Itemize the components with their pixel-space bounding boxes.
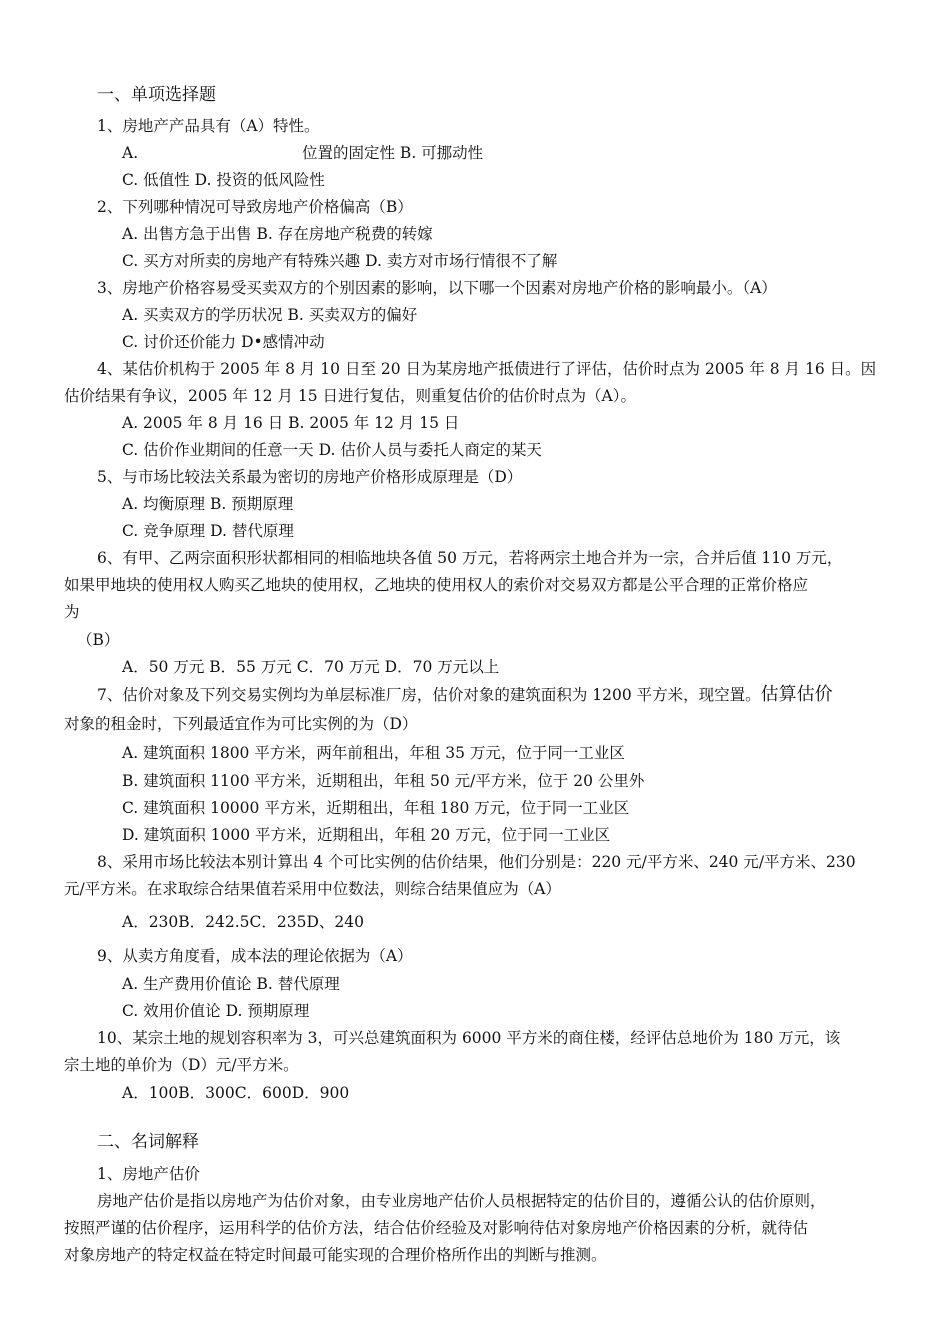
question-1-option-a-label: A. bbox=[122, 144, 139, 162]
question-9-options-line1: A. 生产费用价值论 B. 替代原理 bbox=[122, 975, 340, 993]
question-7-option-c: C. 建筑面积 10000 平方米，近期租出，年租 180 万元，位于同一工业区 bbox=[122, 799, 630, 817]
question-10-stem-line1: 10、某宗土地的规划容积率为 3，可兴总建筑面积为 6000 平方米的商住楼，经评估总地价为 180 万元，该 bbox=[97, 1029, 841, 1047]
term-1-paragraph-line1: 房地产估价是指以房地产为估价对象，由专业房地产估价人员根据特定的估价目的，遵循公认的估价原则， bbox=[97, 1192, 826, 1210]
question-4-options-line1: A. 2005 年 8 月 16 日 B. 2005 年 12 月 15 日 bbox=[122, 414, 460, 432]
question-6-answer: （B） bbox=[77, 631, 120, 649]
question-3-options-line1: A. 买卖双方的学历状况 B. 买卖双方的偏好 bbox=[122, 306, 418, 324]
question-6-stem-line1: 6、有甲、乙两宗面积形状都相同的相临地块各值 50 万元，若将两宗土地合并为一宗，合并后值 110 万元， bbox=[97, 549, 843, 567]
section-title-term-definitions: 二、名词解释 bbox=[97, 1132, 199, 1152]
question-7-stem-line1 bbox=[97, 685, 833, 705]
question-4-options-line2: C. 估价作业期间的任意一天 D. 估价人员与委托人商定的某天 bbox=[122, 441, 542, 459]
section-title-multiple-choice: 一、单项选择题 bbox=[97, 85, 216, 105]
question-3-stem: 3、房地产价格容易受买卖双方的个别因素的影响，以下哪一个因素对房地产价格的影响最小。（A） bbox=[97, 279, 777, 297]
question-7-option-d: D. 建筑面积 1000 平方米，近期租出，年租 20 万元，位于同一工业区 bbox=[122, 826, 611, 844]
question-6-stem-line3: 为 bbox=[64, 603, 80, 621]
question-2-options-line1: A. 出售方急于出售 B. 存在房地产税费的转嫁 bbox=[122, 225, 433, 243]
question-9-stem: 9、从卖方角度看，成本法的理论依据为（A） bbox=[97, 947, 413, 965]
question-2-stem: 2、下列哪种情况可导致房地产价格偏高（B） bbox=[97, 198, 413, 216]
question-8-options: A．230B．242.5C．235D、240 bbox=[122, 913, 364, 931]
question-1-options-line1: 位置的固定性 B. 可挪动性 bbox=[302, 144, 484, 162]
question-6-stem-line2: 如果甲地块的使用权人购买乙地块的使用权，乙地块的使用权人的索价对交易双方都是公平合理的正常价格应 bbox=[64, 576, 809, 594]
question-1-options-line2: C. 低值性 D. 投资的低风险性 bbox=[122, 171, 325, 189]
question-4-stem-line1: 4、某估价机构于 2005 年 8 月 10 日至 20 日为某房地产抵债进行了评估，估价时点为 2005 年 8 月 16 日。因 bbox=[97, 360, 877, 378]
term-1-heading: 1、房地产估价 bbox=[97, 1165, 200, 1183]
term-1-paragraph-line2: 按照严谨的估价程序，运用科学的估价方法，结合估价经验及对影响待估对象房地产价格因素的分析，就待估 bbox=[64, 1219, 809, 1237]
question-5-options-line2: C. 竞争原理 D. 替代原理 bbox=[122, 522, 294, 540]
question-9-options-line2: C. 效用价值论 D. 预期原理 bbox=[122, 1002, 310, 1020]
question-10-options: A．100B．300C．600D．900 bbox=[122, 1084, 350, 1102]
question-10-stem-line2: 宗土地的单价为（D）元/平方米。 bbox=[64, 1056, 299, 1074]
question-5-options-line1: A. 均衡原理 B. 预期原理 bbox=[122, 495, 294, 513]
question-2-options-line2: C. 买方对所卖的房地产有特殊兴趣 D. 卖方对市场行情很不了解 bbox=[122, 252, 558, 270]
question-1-stem: 1、房地产产品具有（A）特性。 bbox=[97, 117, 320, 135]
question-4-stem-line2: 估价结果有争议，2005 年 12 月 15 日进行复估，则重复估价的估价时点为（A）。 bbox=[64, 387, 636, 405]
question-7-stem-line2: 对象的租金时，下列最适宜作为可比实例的为（D） bbox=[64, 715, 418, 733]
question-8-stem-line1: 8、采用市场比较法本别计算出 4 个可比实例的估价结果，他们分别是：220 元/平方米、240 元/平方米、230 bbox=[97, 853, 856, 871]
question-8-stem-line2: 元/平方米。在求取综合结果值若采用中位数法，则综合结果值应为（A） bbox=[64, 880, 561, 898]
question-7-stem-line1-b: 估算估价 bbox=[760, 684, 833, 705]
term-1-paragraph-line3: 对象房地产的特定权益在特定时间最可能实现的合理价格所作出的判断与推测。 bbox=[64, 1246, 607, 1264]
question-7-stem-line1-a: 7、估价对象及下列交易实例均为单层标准厂房，估价对象的建筑面积为 1200 平方米，现空置。 bbox=[97, 686, 761, 704]
question-5-stem: 5、与市场比较法关系最为密切的房地产价格形成原理是（D） bbox=[97, 468, 523, 486]
question-6-options: A．50 万元 B．55 万元 C．70 万元 D．70 万元以上 bbox=[122, 658, 500, 676]
question-3-options-line2: C. 讨价还价能力 D•感情冲动 bbox=[122, 333, 325, 351]
question-7-option-b: B. 建筑面积 1100 平方米，近期租出，年租 50 元/平方米，位于 20 公里外 bbox=[122, 772, 645, 790]
question-7-option-a: A. 建筑面积 1800 平方米，两年前租出，年租 35 万元，位于同一工业区 bbox=[122, 744, 625, 762]
